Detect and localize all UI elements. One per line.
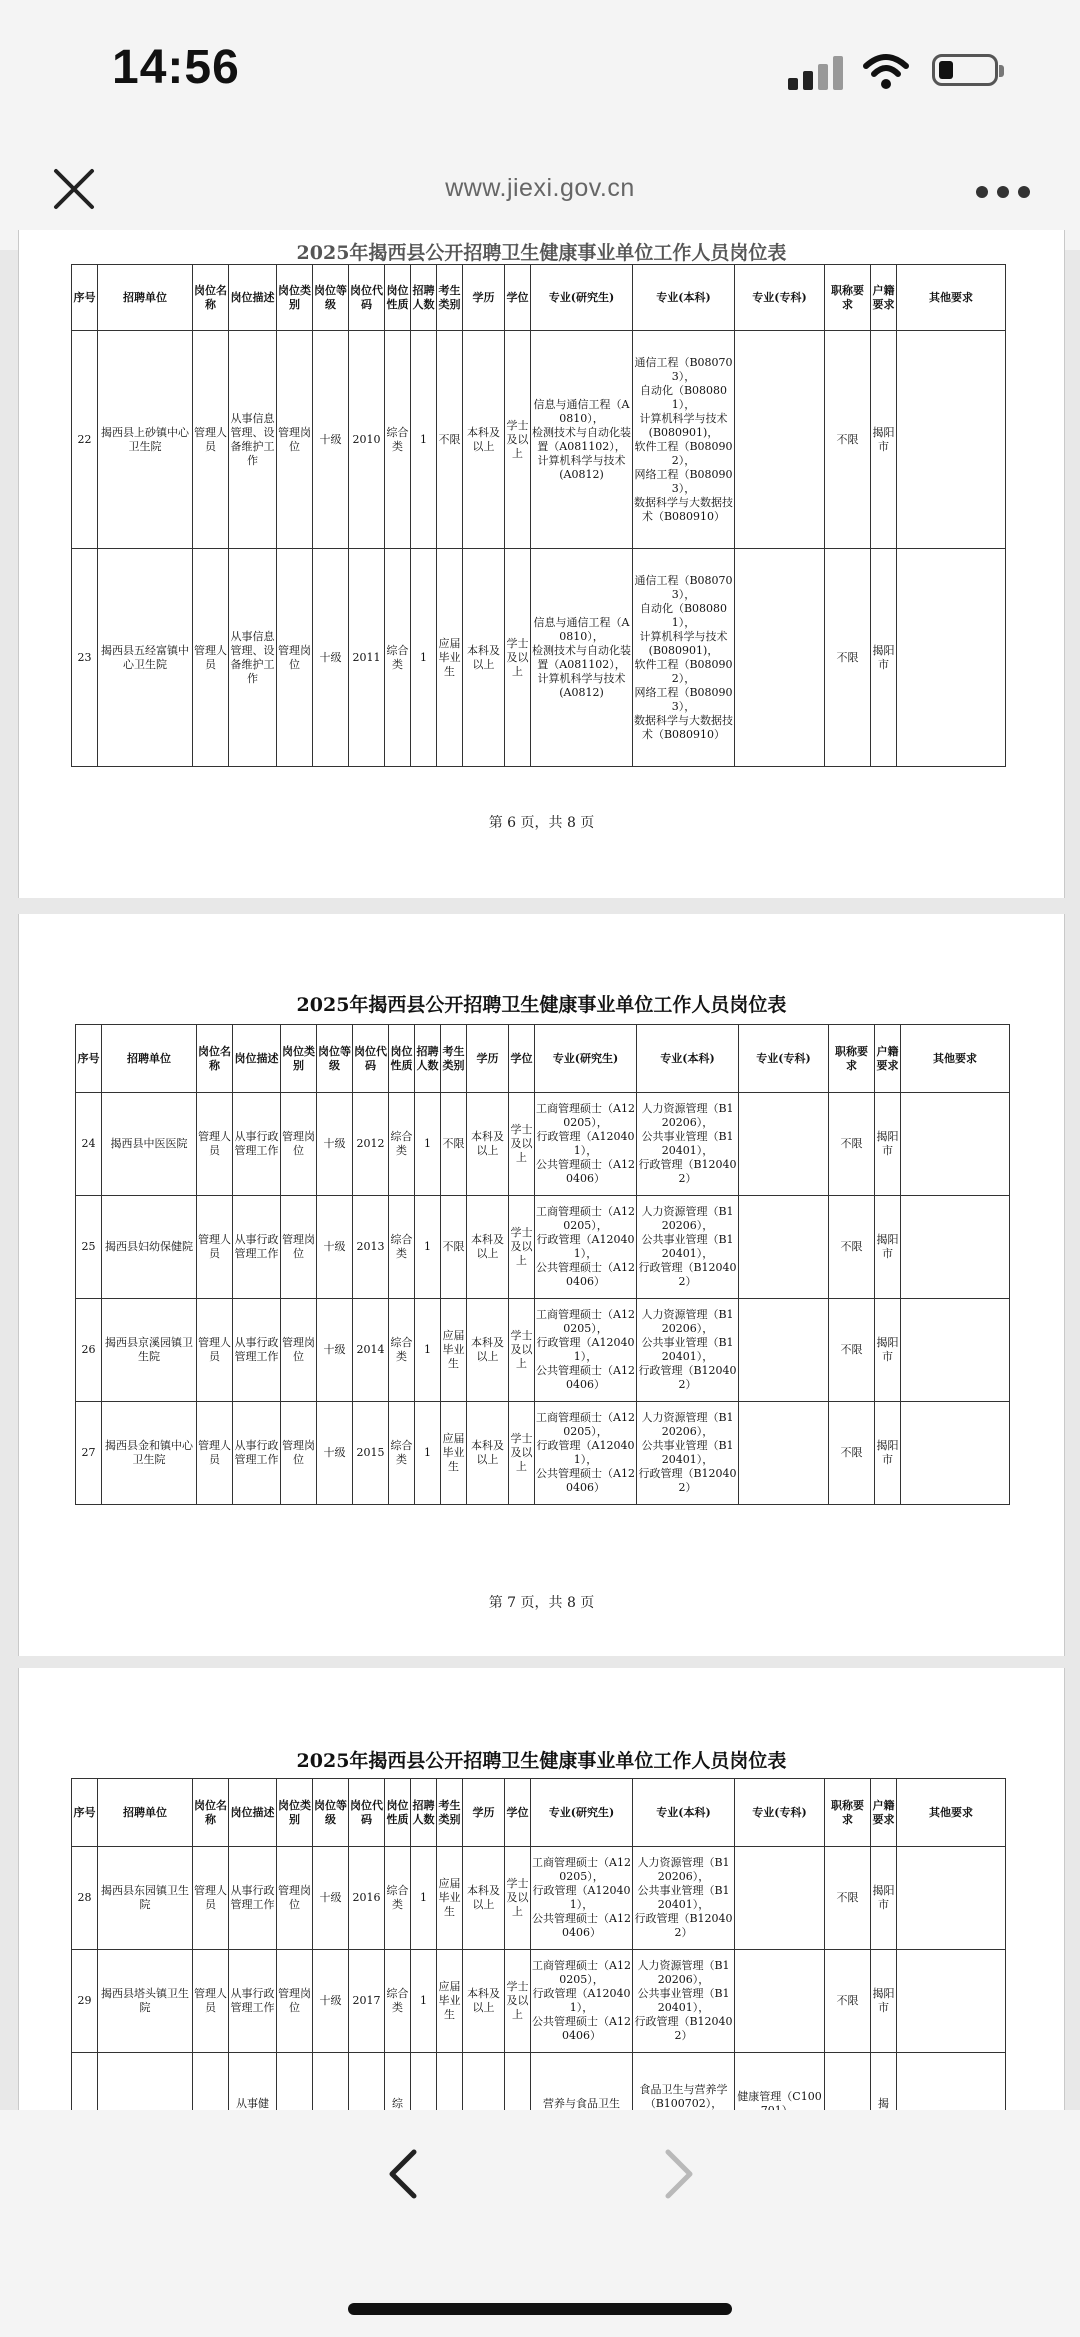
table-header-row [72,1779,1006,1847]
cell-desc: 从事行政管理工作 [233,1299,281,1402]
cell-unit: 揭西县妇幼保健院 [102,1196,197,1299]
cell-type: 不限 [437,331,463,549]
column-header: 招聘人数 [415,1025,441,1093]
cell-nature: 综合类 [389,1093,415,1196]
cell-count: 1 [415,1196,441,1299]
column-header: 岗位等级 [313,265,349,331]
cell-post: 管理人员 [197,1299,233,1402]
column-header: 岗位名称 [193,1779,229,1847]
cell-post: 管理人员 [197,1196,233,1299]
column-header: 岗位描述 [233,1025,281,1093]
cell-degree: 学士及以上 [505,331,531,549]
url-label[interactable]: www.jiexi.gov.cn [445,174,635,202]
cell-cat: 管理岗位 [281,1093,317,1196]
cell-other [901,1402,1010,1505]
page-title: 2025年揭西县公开招聘卫生健康事业单位工作人员岗位表 [296,1750,787,1772]
battery-icon [932,54,998,86]
job-table [75,1024,1010,1505]
cell-other [897,549,1006,767]
column-header: 岗位名称 [193,265,229,331]
wifi-icon [862,52,910,90]
cell-col [735,331,825,549]
cell-level: 十级 [317,1196,353,1299]
cell-edu: 本科及以上 [467,1402,509,1505]
cell-type: 应届毕业生 [437,1950,463,2053]
cell-ug: 人力资源管理（B120206）， 公共事业管理（B120401）， 行政管理（B120402） [637,1196,739,1299]
cell-ug: 人力资源管理（B120206）， 公共事业管理（B120401）， 行政管理（B120402） [633,1847,735,1950]
column-header: 学位 [505,265,531,331]
status-bar [0,0,1080,140]
cell-edu: 本科及以上 [463,331,505,549]
column-header: 专业(专科) [735,1779,825,1847]
cell-unit: 揭西县五经富镇中心卫生院 [98,549,193,767]
cell-post: 管理人员 [197,1093,233,1196]
cell-ug: 人力资源管理（B120206）， 公共事业管理（B120401）， 行政管理（B120402） [637,1093,739,1196]
cell-unit: 揭西县塔头镇卫生院 [98,1950,193,2053]
cell-edu: 本科及以上 [467,1093,509,1196]
document-viewer[interactable] [0,242,1080,2110]
cell-grad: 工商管理硕士（A120205）， 行政管理（A120401）， 公共管理硕士（A120406） [535,1196,637,1299]
cell-other [901,1299,1010,1402]
page-footer: 第 7 页，共 8 页 [488,1595,595,1611]
cell-degree: 学士及以上 [509,1402,535,1505]
cell-count: 1 [411,331,437,549]
table-header-row [76,1025,1010,1093]
cell-code: 2016 [349,1847,385,1950]
table-row [72,549,1006,767]
cell-code: 2011 [349,549,385,767]
cell-degree: 学士及以上 [509,1196,535,1299]
table-row [76,1299,1010,1402]
cell-count: 1 [415,1402,441,1505]
cell-unit: 揭西县京溪园镇卫生院 [102,1299,197,1402]
cell-grad: 工商管理硕士（A120205）， 行政管理（A120401）， 公共管理硕士（A120406） [535,1402,637,1505]
document-page-6 [18,230,1065,898]
cell-col [739,1299,829,1402]
cell-ug: 通信工程（B080703）， 自动化（B080801）， 计算机科学与技术(B080901)， 软件工程（B080902）， 网络工程（B080903）， 数据科学与大数据技术（B080910） [633,549,735,767]
cell-code: 2014 [353,1299,389,1402]
column-header: 岗位代码 [349,1779,385,1847]
column-header: 招聘单位 [102,1025,197,1093]
cell-desc: 从事行政管理工作 [233,1402,281,1505]
column-header: 专业(专科) [735,265,825,331]
cell-col [735,1847,825,1950]
cell-hukou: 揭阳市 [875,1093,901,1196]
cell-cat: 管理岗位 [281,1402,317,1505]
cell-col [735,549,825,767]
cell-no: 27 [76,1402,102,1505]
cell-title_req: 不限 [825,331,871,549]
column-header: 专业(本科) [633,1779,735,1847]
cell-title_req: 不限 [829,1402,875,1505]
cell-other [901,1093,1010,1196]
cell-col [739,1093,829,1196]
column-header: 专业(研究生) [531,265,633,331]
cell-type: 不限 [441,1093,467,1196]
cell-nature: 综合类 [385,1950,411,2053]
page-footer: 第 6 页，共 8 页 [488,815,595,831]
cell-col [739,1196,829,1299]
back-arrow-icon[interactable] [382,2146,422,2202]
column-header: 招聘人数 [411,1779,437,1847]
cell-hukou: 揭阳市 [871,1847,897,1950]
cell-grad: 工商管理硕士（A120205）， 行政管理（A120401）， 公共管理硕士（A120406） [535,1299,637,1402]
column-header: 专业(研究生) [535,1025,637,1093]
cell-level: 十级 [313,1950,349,2053]
column-header: 学历 [467,1025,509,1093]
column-header: 其他要求 [901,1025,1010,1093]
cell-col: 健康管理（C100 [735,2053,825,2156]
cell-ug: 通信工程（B080703）， 自动化（B080801）， 计算机科学与技术(B080901)， 软件工程（B080902）， 网络工程（B080903）， 数据科学与大数据技术（B080910） [633,331,735,549]
cell-edu: 本科及以上 [467,1299,509,1402]
cell-cat: 管理岗位 [277,331,313,549]
cell-col [735,1950,825,2053]
cell-level: 十级 [313,331,349,549]
cell-level: 十级 [313,1847,349,1950]
cell-grad: 信息与通信工程（A0810）， 检测技术与自动化装置（A081102）， 计算机科学与技术(A0812) [531,331,633,549]
column-header: 学位 [509,1025,535,1093]
table-row [72,331,1006,549]
cell-type: 应届毕业生 [437,549,463,767]
cell-edu: 本科及以上 [463,549,505,767]
column-header: 专业(本科) [637,1025,739,1093]
cell-hukou: 揭阳市 [875,1299,901,1402]
column-header: 岗位性质 [389,1025,415,1093]
cell-other [901,1196,1010,1299]
cell-level: 十级 [313,549,349,767]
cell-post: 管理人员 [197,1402,233,1505]
document-page-7 [18,914,1065,1656]
cell-grad: 工商管理硕士（A120205）， 行政管理（A120401）， 公共管理硕士（A120406） [531,1950,633,2053]
column-header: 序号 [72,265,98,331]
cell-nature: 综合类 [385,1847,411,1950]
cell-no: 25 [76,1196,102,1299]
cell-count: 1 [415,1299,441,1402]
cell-count: 1 [411,1847,437,1950]
cell-hukou: 揭阳市 [871,331,897,549]
column-header: 岗位代码 [349,265,385,331]
cell-hukou: 揭阳市 [871,1950,897,2053]
job-table [71,264,1006,767]
document-page-8 [18,1668,1065,2168]
cell-nature: 综合类 [385,331,411,549]
cell-title_req: 不限 [829,1196,875,1299]
column-header: 岗位名称 [197,1025,233,1093]
more-options-icon[interactable] [976,186,1030,198]
cell-edu: 本科及以上 [467,1196,509,1299]
column-header: 岗位描述 [229,265,277,331]
cell-nature: 综合类 [389,1299,415,1402]
column-header: 招聘人数 [411,265,437,331]
cell-grad: 工商管理硕士（A120205）， 行政管理（A120401）， 公共管理硕士（A120406） [535,1093,637,1196]
cell-code: 2010 [349,331,385,549]
column-header: 其他要求 [897,1779,1006,1847]
column-header: 考生类别 [437,1779,463,1847]
cell-nature: 综 [385,2053,411,2156]
cell-desc: 从事行政管理工作 [229,1950,277,2053]
cell-title_req: 不限 [825,1950,871,2053]
cell-ug: 人力资源管理（B120206）， 公共事业管理（B120401）， 行政管理（B120402） [633,1950,735,2053]
cell-no: 28 [72,1847,98,1950]
column-header: 户籍要求 [875,1025,901,1093]
cell-type: 不限 [441,1196,467,1299]
column-header: 其他要求 [897,265,1006,331]
cell-code: 2015 [353,1402,389,1505]
cell-grad: 工商管理硕士（A120205）， 行政管理（A120401）， 公共管理硕士（A120406） [531,1847,633,1950]
column-header: 岗位类别 [281,1025,317,1093]
cell-unit: 揭西县金和镇中心卫生院 [102,1402,197,1505]
forward-arrow-icon[interactable] [660,2146,700,2202]
cell-no: 23 [72,549,98,767]
cell-desc: 从事行政管理工作 [229,1847,277,1950]
cell-other [897,1950,1006,2053]
cell-count: 1 [411,1950,437,2053]
cell-level: 十级 [317,1093,353,1196]
cell-hukou: 揭阳市 [875,1402,901,1505]
column-header: 职称要求 [825,1779,871,1847]
cell-cat: 管理岗位 [277,1847,313,1950]
cell-grad: 信息与通信工程（A0810）， 检测技术与自动化装置（A081102）， 计算机科学与技术(A0812) [531,549,633,767]
close-icon[interactable] [50,165,98,213]
cell-ug: 食品卫生与营养学（B100702）， [633,2053,735,2156]
cell-ug: 人力资源管理（B120206）， 公共事业管理（B120401）， 行政管理（B120402） [637,1299,739,1402]
cell-post: 管理人员 [193,1847,229,1950]
column-header: 户籍要求 [871,265,897,331]
cell-post: 管理人员 [193,549,229,767]
column-header: 岗位描述 [229,1779,277,1847]
cell-grad: 营养与食品卫生 [531,2053,633,2156]
cell-code: 2017 [349,1950,385,2053]
table-row [72,1847,1006,1950]
table-header-row [72,265,1006,331]
cell-type: 应届毕业生 [441,1402,467,1505]
home-indicator[interactable] [348,2303,732,2315]
cell-degree: 学士及以上 [509,1093,535,1196]
column-header: 序号 [72,1779,98,1847]
cell-title_req: 不限 [829,1299,875,1402]
page-title: 2025年揭西县公开招聘卫生健康事业单位工作人员岗位表 [296,242,787,264]
cell-no: 29 [72,1950,98,2053]
cell-post: 管理人员 [193,1950,229,2053]
cell-hukou: 揭阳市 [875,1196,901,1299]
cell-desc: 从事行政管理工作 [233,1093,281,1196]
cell-title_req: 不限 [825,549,871,767]
cell-desc: 从事行政管理工作 [233,1196,281,1299]
cell-no: 24 [76,1093,102,1196]
cell-unit: 揭西县中医医院 [102,1093,197,1196]
table-row [72,1950,1006,2053]
column-header: 专业(研究生) [531,1779,633,1847]
status-time: 14:56 [112,41,240,94]
column-header: 职称要求 [825,265,871,331]
cell-type: 应届毕业生 [437,1847,463,1950]
column-header: 岗位等级 [313,1779,349,1847]
cell-title_req: 不限 [829,1093,875,1196]
cell-other [897,331,1006,549]
column-header: 学历 [463,265,505,331]
cell-title_req: 不限 [825,1847,871,1950]
cell-col [739,1402,829,1505]
column-header: 职称要求 [829,1025,875,1093]
cell-cat: 管理岗位 [281,1196,317,1299]
cell-code: 2012 [353,1093,389,1196]
table-row [76,1093,1010,1196]
column-header: 专业(本科) [633,265,735,331]
table-row [76,1196,1010,1299]
cell-hukou: 揭阳市 [871,549,897,767]
cell-level: 十级 [317,1299,353,1402]
cell-degree: 学士及以上 [509,1299,535,1402]
cell-code: 2013 [353,1196,389,1299]
column-header: 岗位等级 [317,1025,353,1093]
column-header: 岗位类别 [277,1779,313,1847]
cell-type: 应届毕业生 [441,1299,467,1402]
column-header: 学位 [505,1779,531,1847]
cell-edu: 本科及以上 [463,1950,505,2053]
column-header: 考生类别 [437,265,463,331]
cell-count: 1 [411,549,437,767]
cell-nature: 综合类 [389,1402,415,1505]
column-header: 户籍要求 [871,1779,897,1847]
cell-degree: 学士及以上 [505,1950,531,2053]
column-header: 招聘单位 [98,1779,193,1847]
column-header: 岗位代码 [353,1025,389,1093]
cell-unit: 揭西县上砂镇中心卫生院 [98,331,193,549]
column-header: 岗位类别 [277,265,313,331]
table-row [76,1402,1010,1505]
cell-hukou: 揭 [871,2053,897,2156]
cell-desc: 从事健 [229,2053,277,2156]
cell-nature: 综合类 [385,549,411,767]
cell-cat: 管理岗位 [281,1299,317,1402]
cell-unit: 揭西县东园镇卫生院 [98,1847,193,1950]
cell-desc: 从事信息管理、设备维护工作 [229,331,277,549]
job-table [71,1778,1006,2156]
cell-degree: 学士及以上 [505,1847,531,1950]
cell-no: 26 [76,1299,102,1402]
cell-no: 22 [72,331,98,549]
column-header: 学历 [463,1779,505,1847]
column-header: 专业(专科) [739,1025,829,1093]
column-header: 考生类别 [441,1025,467,1093]
cell-ug: 人力资源管理（B120206）， 公共事业管理（B120401）， 行政管理（B120402） [637,1402,739,1505]
column-header: 岗位性质 [385,1779,411,1847]
cell-count: 1 [415,1093,441,1196]
cell-cat: 管理岗位 [277,549,313,767]
cell-level: 十级 [317,1402,353,1505]
cell-edu: 本科及以上 [463,1847,505,1950]
cell-other [897,1847,1006,1950]
column-header: 序号 [76,1025,102,1093]
cell-degree: 学士及以上 [505,549,531,767]
cell-post: 管理人员 [193,331,229,549]
cellular-signal-icon [788,56,846,90]
cell-nature: 综合类 [389,1196,415,1299]
column-header: 岗位性质 [385,265,411,331]
page-title: 2025年揭西县公开招聘卫生健康事业单位工作人员岗位表 [296,994,787,1016]
cell-cat: 管理岗位 [277,1950,313,2053]
column-header: 招聘单位 [98,265,193,331]
cell-desc: 从事信息管理、设备维护工作 [229,549,277,767]
